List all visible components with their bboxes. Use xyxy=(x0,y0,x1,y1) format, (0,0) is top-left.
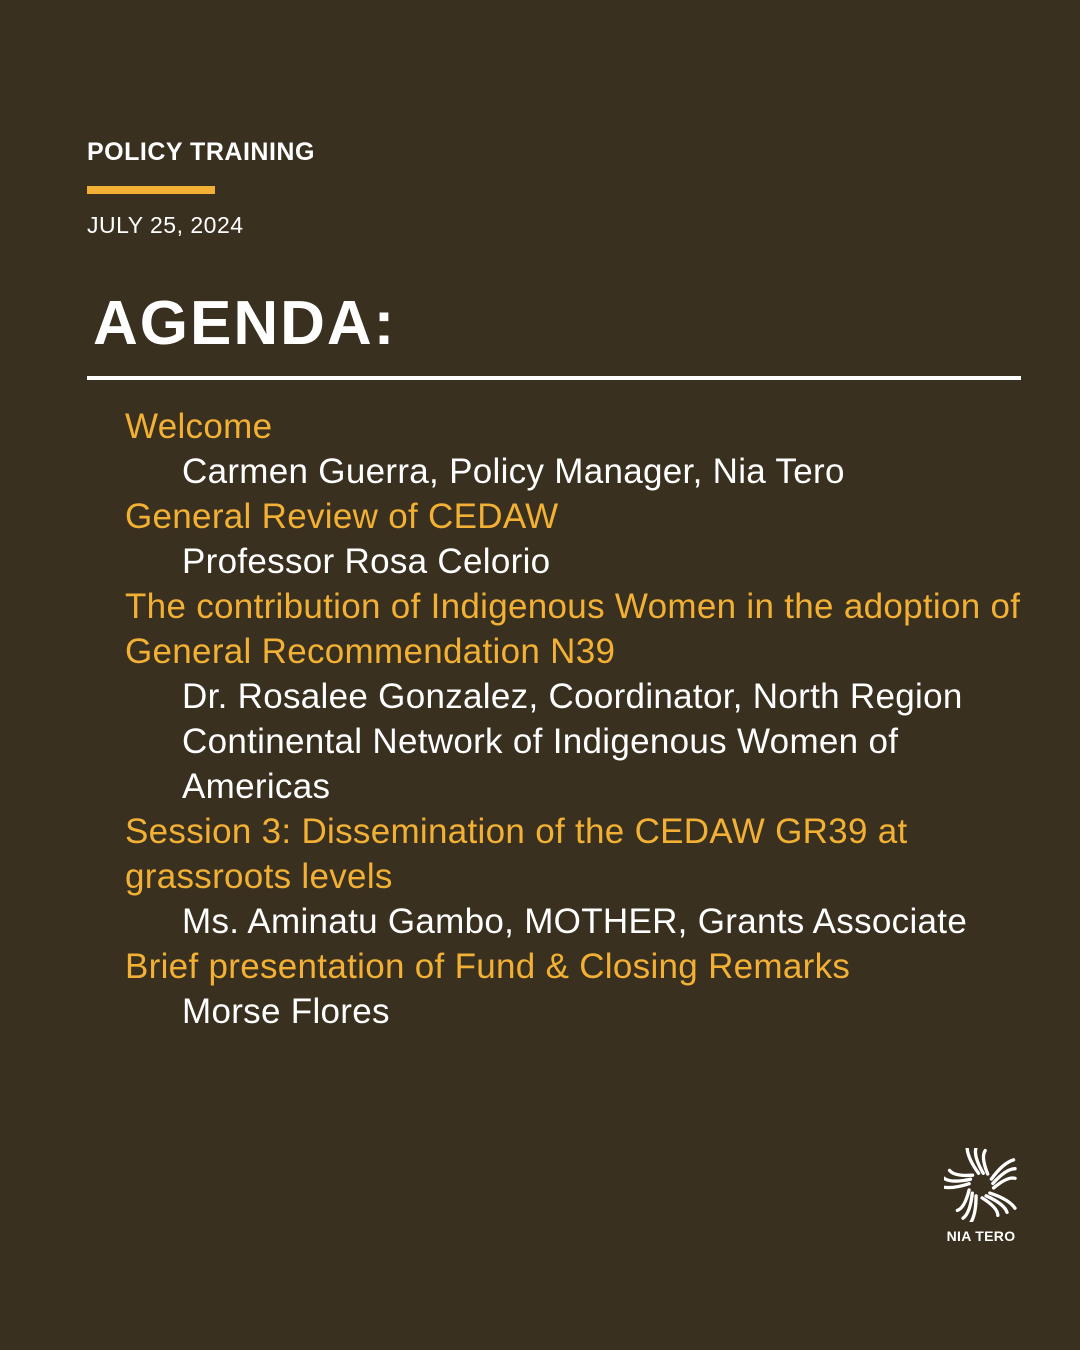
agenda-item-title: Welcome xyxy=(125,407,273,446)
agenda-item-title: The contribution of Indigenous Women in the adoption of General Recommendation N39 xyxy=(125,587,1021,671)
title-divider xyxy=(87,376,1021,380)
agenda-item xyxy=(125,404,1025,494)
nia-tero-logo xyxy=(936,1148,1026,1248)
agenda-item-speaker: Morse Flores xyxy=(182,992,390,1031)
agenda-item-title: Session 3: Dissemination of the CEDAW GR39 at grassroots levels xyxy=(125,812,908,896)
agenda-list xyxy=(125,404,1025,1034)
agenda-item-speaker: Professor Rosa Celorio xyxy=(182,542,551,581)
event-category: POLICY TRAINING xyxy=(87,138,315,166)
agenda-item xyxy=(125,944,1025,1034)
accent-bar xyxy=(87,186,215,194)
agenda-item-title: General Review of CEDAW xyxy=(125,497,559,536)
agenda-item xyxy=(125,494,1025,584)
logo-wordmark: NIA TERO xyxy=(946,1228,1016,1244)
agenda-item-speaker: Carmen Guerra, Policy Manager, Nia Tero xyxy=(182,452,845,491)
agenda-item-title: Brief presentation of Fund & Closing Remarks xyxy=(125,947,851,986)
page-title: AGENDA: xyxy=(93,289,397,358)
event-date: JULY 25, 2024 xyxy=(87,212,244,238)
agenda-item-speaker: Ms. Aminatu Gambo, MOTHER, Grants Associate xyxy=(182,902,968,941)
agenda-item-speaker: Dr. Rosalee Gonzalez, Coordinator, North Region Continental Network of Indigenous Women of Americas xyxy=(182,677,963,806)
nia-tero-swirl-icon xyxy=(944,1148,1018,1222)
agenda-item xyxy=(125,809,1025,944)
agenda-item xyxy=(125,584,1025,809)
